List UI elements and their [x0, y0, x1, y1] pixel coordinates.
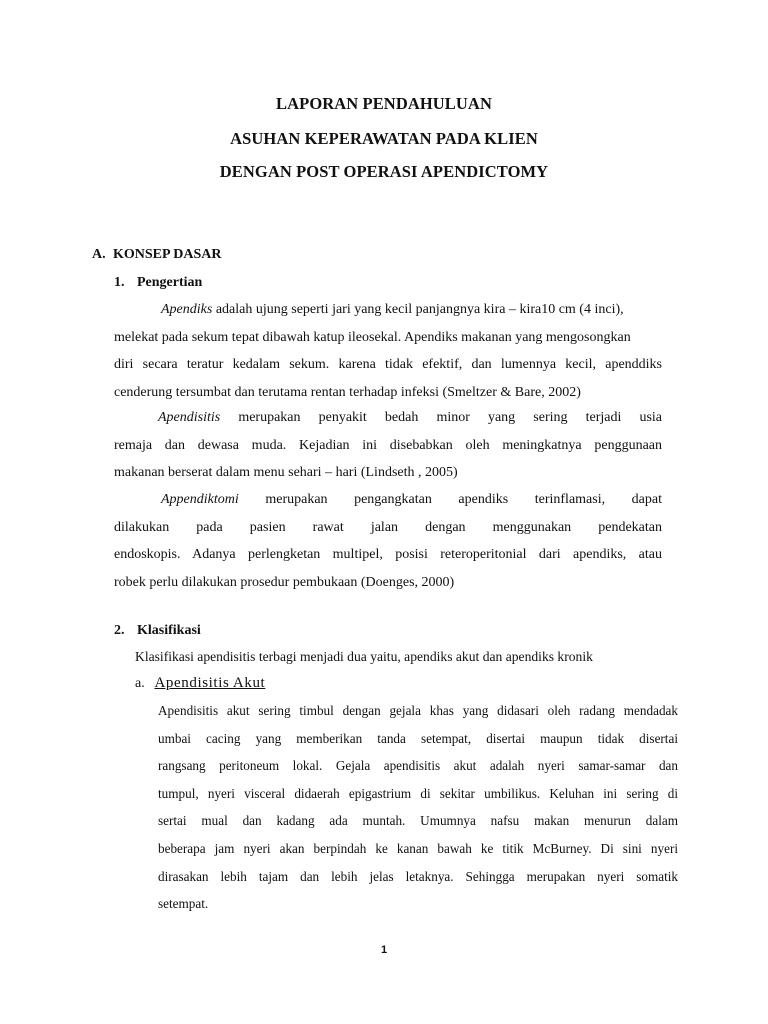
- akut-line-1: Apendisitis akut sering timbul dengan gejala khas yang didasari oleh radang mendadak: [158, 703, 678, 718]
- subsection-1-marker: 1.: [114, 275, 125, 290]
- klasifikasi-intro: Klasifikasi apendisitis terbagi menjadi dua yaitu, apendiks akut dan apendiks kronik: [135, 649, 593, 664]
- title-line-3: DENGAN POST OPERASI APENDICTOMY: [219, 162, 549, 181]
- paragraph-appendiktomi-line-2: dilakukan pada pasien rawat jalan dengan menggunakan pendekatan: [114, 519, 662, 535]
- item-a-marker: a.: [135, 676, 145, 691]
- term-apendisitis: Apendisitis: [158, 410, 221, 425]
- paragraph-apendisitis-akut: [158, 697, 678, 918]
- subsection-1-title: Pengertian: [137, 275, 203, 290]
- term-appendiktomi: Appendiktomi: [161, 492, 239, 507]
- paragraph-appendiktomi-line-4: robek perlu dilakukan prosedur pembukaan (Doenges, 2000): [114, 574, 455, 590]
- section-a-title: KONSEP DASAR: [113, 247, 222, 262]
- paragraph-appendiktomi: [114, 486, 662, 596]
- akut-line-2: umbai cacing yang memberikan tanda setempat, disertai maupun tidak disertai: [158, 730, 678, 746]
- page-number: 1: [380, 944, 388, 956]
- paragraph-appendiktomi-line-1: Appendiktomi merupakan pengangkatan apendiks terinflamasi, dapat: [161, 492, 662, 507]
- term-apendiks: Apendiks: [161, 302, 213, 317]
- section-a-marker: A.: [92, 247, 106, 262]
- akut-line-8: setempat.: [158, 896, 209, 912]
- paragraph-appendiktomi-line-3: endoskopis. Adanya perlengketan multipel, posisi reteroperitonial dari apendiks, atau: [114, 547, 662, 562]
- paragraph-apendisitis: [114, 404, 662, 487]
- subsection-2-title: Klasifikasi: [137, 623, 201, 638]
- paragraph-apendisitis-line-3: makanan berserat dalam menu sehari – hari (Lindseth , 2005): [114, 465, 458, 480]
- paragraph-apendisitis-line-1: Apendisitis merupakan penyakit bedah minor yang sering terjadi usia: [158, 410, 662, 425]
- paragraph-apendiks-line-1: Apendiks adalah ujung seperti jari yang kecil panjangnya kira – kira10 cm (4 inci),: [161, 302, 624, 317]
- title-line-1: LAPORAN PENDAHULUAN: [276, 94, 492, 113]
- item-a-heading: [135, 675, 265, 692]
- akut-line-3: rangsang peritoneum lokal. Gejala apendisitis akut adalah nyeri samar-samar dan: [158, 758, 678, 774]
- paragraph-apendiks-line-2: melekat pada sekum tepat dibawah katup ileosekal. Apendiks makanan yang mengosongkan: [114, 329, 631, 345]
- item-a-title: Apendisitis Akut: [154, 675, 266, 691]
- title-line-2: ASUHAN KEPERAWATAN PADA KLIEN: [230, 129, 538, 148]
- paragraph-apendiks-line-4: cenderung tersumbat dan terutama rentan terhadap infeksi (Smeltzer & Bare, 2002): [114, 384, 581, 400]
- paragraph-apendiks-line-3: diri secara teratur kedalam sekum. karena tidak efektif, dan lumennya kecil, apenddiks: [114, 357, 662, 372]
- akut-line-7: dirasakan lebih tajam dan lebih jelas letaknya. Sehingga merupakan nyeri somatik: [158, 868, 678, 884]
- subsection-2-marker: 2.: [114, 623, 125, 638]
- paragraph-apendiks: [114, 296, 662, 406]
- paragraph-apendisitis-line-2: remaja dan dewasa muda. Kejadian ini disebabkan oleh meningkatnya penggunaan: [114, 437, 662, 453]
- akut-line-5: sertai mual dan kadang ada muntah. Umumnya nafsu makan menurun dalam: [158, 813, 678, 829]
- akut-line-4: tumpul, nyeri visceral didaerah epigastrium di sekitar umbilikus. Keluhan ini sering di: [158, 785, 678, 801]
- akut-line-6: beberapa jam nyeri akan berpindah ke kanan bawah ke titik McBurney. Di sini nyeri: [158, 840, 678, 856]
